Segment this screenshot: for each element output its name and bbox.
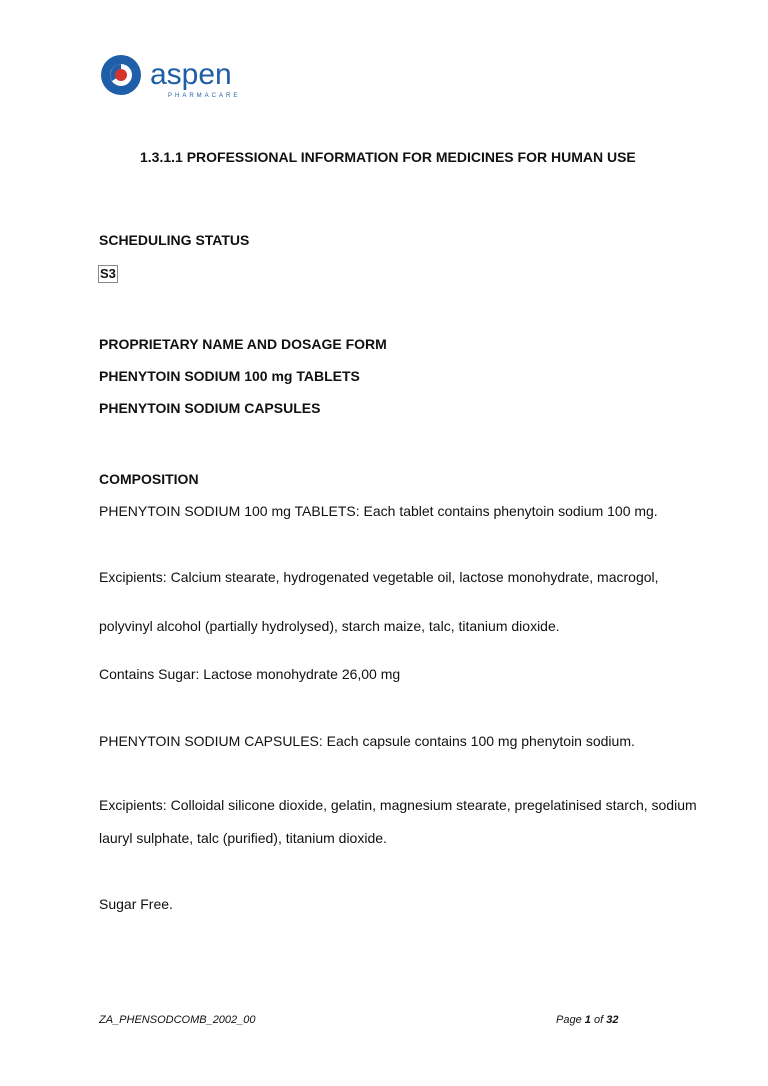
tablets-composition-text: PHENYTOIN SODIUM 100 mg TABLETS: Each tablet contains phenytoin sodium 100 mg. xyxy=(99,503,658,519)
capsules-excipients-line-2: lauryl sulphate, talc (purified), titanium dioxide. xyxy=(99,830,387,846)
capsules-composition-text: PHENYTOIN SODIUM CAPSULES: Each capsule contains 100 mg phenytoin sodium. xyxy=(99,733,635,749)
page-total: 32 xyxy=(606,1014,619,1026)
proprietary-name-capsules: PHENYTOIN SODIUM CAPSULES xyxy=(99,400,321,416)
tablets-sugar-content: Contains Sugar: Lactose monohydrate 26,00 mg xyxy=(99,666,401,682)
capsules-sugar-free: Sugar Free. xyxy=(99,896,173,912)
scheduling-status-value: S3 xyxy=(100,266,116,281)
capsules-excipients-line-1: Excipients: Colloidal silicone dioxide, gelatin, magnesium stearate, pregelatinised starch, sodium xyxy=(99,797,697,813)
composition-heading: COMPOSITION xyxy=(99,471,199,487)
page-current: 1 xyxy=(584,1014,591,1026)
document-title: 1.3.1.1 PROFESSIONAL INFORMATION FOR MEDICINES FOR HUMAN USE xyxy=(140,149,636,165)
tablets-excipients-line-2: polyvinyl alcohol (partially hydrolysed), starch maize, talc, titanium dioxide. xyxy=(99,618,560,634)
footer-document-code: ZA_PHENSODCOMB_2002_00 xyxy=(99,1014,256,1026)
logo-tagline: PHARMACARE xyxy=(168,93,241,99)
page-of-label: of xyxy=(593,1014,604,1026)
aspen-logo xyxy=(100,50,260,102)
proprietary-name-heading: PROPRIETARY NAME AND DOSAGE FORM xyxy=(99,336,387,352)
logo-wordmark: aspen xyxy=(150,58,232,91)
scheduling-status-heading: SCHEDULING STATUS xyxy=(99,232,250,248)
footer-page-number xyxy=(556,1014,618,1026)
proprietary-name-tablets: PHENYTOIN SODIUM 100 mg TABLETS xyxy=(99,368,360,384)
aspen-logo-mark xyxy=(100,50,260,102)
page-label: Page xyxy=(556,1014,582,1026)
tablets-excipients-line-1: Excipients: Calcium stearate, hydrogenated vegetable oil, lactose monohydrate, macrogol, xyxy=(99,569,659,585)
